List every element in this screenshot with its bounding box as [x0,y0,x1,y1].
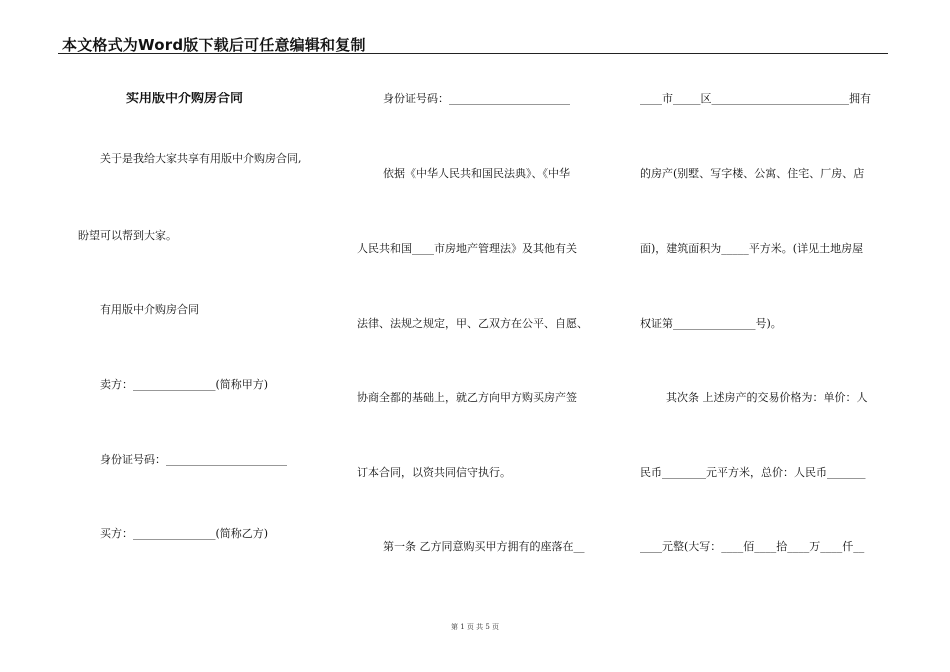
col3-line-7: ____元整(大写：____佰____拾____万____仟__ [640,540,865,553]
column-2 [357,82,615,582]
col1-line-3: 有用版中介购房合同 [100,303,199,316]
col3-line-1: ____市_____区_________________________拥有 [640,92,871,105]
col2-line-5: 协商全都的基础上，就乙方向甲方购买房产签 [357,391,577,404]
clause-2-line: 其次条 上述房产的交易价格为：单价：人 [666,391,868,404]
col3-line-6: 民币________元平方米，总价：人民币_______ [640,466,866,479]
download-banner: 本文格式为Word版下载后可任意编辑和复制 [62,36,366,54]
header-rule [58,53,888,54]
buyer-line: 买方：_______________(简称乙方) [100,527,269,540]
column-1 [78,82,336,582]
seller-line: 卖方：_______________(简称甲方) [100,378,269,391]
col2-line-6: 订本合同，以资共同信守执行。 [357,466,511,479]
col3-line-3: 面)，建筑面积为_____平方米。(详见土地房屋 [640,242,864,255]
col2-line-3: 人民共和国____市房地产管理法》及其他有关 [357,242,577,255]
col2-line-2: 依据《中华人民共和国民法典》、《中华 [383,167,570,180]
page-number-footer: 第 1 页 共 5 页 [450,623,500,631]
document-title: 实用版中介购房合同 [126,92,244,106]
col1-line-1: 关于是我给大家共享有用版中介购房合同, [100,152,302,165]
col2-line-4: 法律、法规之规定，甲、乙双方在公平、自愿、 [357,317,588,330]
col3-line-2: 的房产(别墅、写字楼、公寓、住宅、厂房、店 [640,167,865,180]
col1-line-2: 盼望可以帮到大家。 [78,229,177,242]
clause-1-line: 第一条 乙方同意购买甲方拥有的座落在__ [383,540,585,553]
col3-line-4: 权证第_______________号)。 [640,317,782,330]
column-3 [640,82,890,582]
buyer-id-line: 身份证号码：______________________ [383,92,570,105]
seller-id-line: 身份证号码：______________________ [100,453,287,466]
